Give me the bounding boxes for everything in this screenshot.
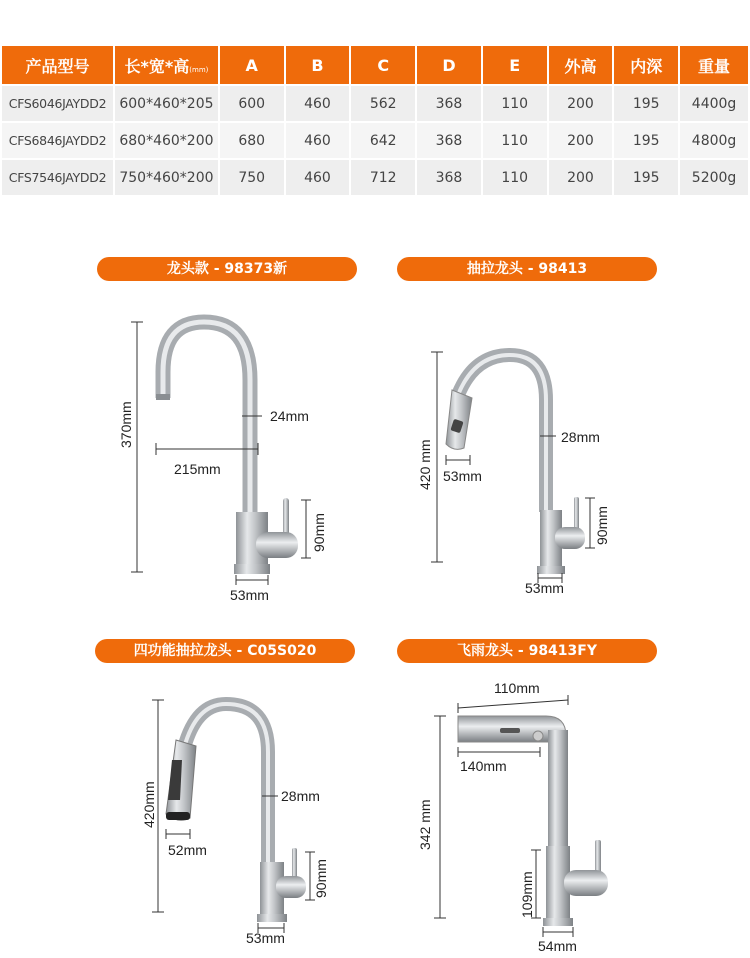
- cell: 642: [351, 123, 415, 158]
- dim-f1-pipe: 24mm: [270, 408, 309, 424]
- header-weight: 重量: [680, 46, 748, 84]
- header-outer-height: 外高: [549, 46, 613, 84]
- dim-f2-pipe: 28mm: [561, 429, 600, 445]
- cell: 195: [614, 86, 678, 121]
- dim-f3-pipe: 28mm: [281, 788, 320, 804]
- faucet-title-2: 抽拉龙头 - 98413: [397, 257, 657, 281]
- dim-f2-handle: 90mm: [594, 506, 610, 545]
- cell: 680: [220, 123, 284, 158]
- dim-f3-height: 420mm: [141, 781, 157, 828]
- faucet-title-4: 飞雨龙头 - 98413FY: [397, 639, 657, 663]
- cell: 200: [549, 160, 613, 195]
- cell: 460: [286, 86, 350, 121]
- cell: 200: [549, 123, 613, 158]
- cell: 195: [614, 123, 678, 158]
- cell: 368: [417, 123, 481, 158]
- header-c: C: [351, 46, 415, 84]
- cell: 600*460*205: [115, 86, 218, 121]
- cell: 368: [417, 86, 481, 121]
- faucet-1-drawing: [131, 322, 311, 585]
- cell: 110: [483, 123, 547, 158]
- dim-f1-height: 370mm: [118, 401, 134, 448]
- cell: 460: [286, 123, 350, 158]
- cell: 4800g: [680, 123, 748, 158]
- cell: 460: [286, 160, 350, 195]
- faucet-1-spout: [163, 322, 250, 515]
- cell: 4400g: [680, 86, 748, 121]
- cell: 750*460*200: [115, 160, 218, 195]
- dim-f4-top: 110mm: [494, 680, 540, 696]
- dim-f2-head: 53mm: [443, 468, 482, 484]
- dim-f1-base: 53mm: [230, 587, 269, 603]
- dim-f4-height: 342 mm: [417, 799, 433, 850]
- header-a: A: [220, 46, 284, 84]
- cell: CFS6846JAYDD2: [2, 123, 113, 158]
- cell: 110: [483, 86, 547, 121]
- dim-f4-handle: 109mm: [519, 871, 535, 918]
- header-d: D: [417, 46, 481, 84]
- cell: 600: [220, 86, 284, 121]
- header-e: E: [483, 46, 547, 84]
- dim-f3-base: 53mm: [246, 930, 285, 946]
- header-size: 长*宽*高(mm): [115, 46, 218, 84]
- cell: CFS6046JAYDD2: [2, 86, 113, 121]
- cell: 200: [549, 86, 613, 121]
- cell: 5200g: [680, 160, 748, 195]
- cell: 750: [220, 160, 284, 195]
- cell: 110: [483, 160, 547, 195]
- dim-f3-handle: 90mm: [313, 859, 329, 898]
- faucet-title-3: 四功能抽拉龙头 - C05S020: [95, 639, 355, 663]
- cell: 368: [417, 160, 481, 195]
- faucet-2-head: [446, 390, 472, 449]
- dim-f1-handle: 90mm: [311, 513, 327, 552]
- dim-f1-reach: 215mm: [174, 461, 221, 477]
- faucet-2-spout: [458, 355, 546, 512]
- cell: 195: [614, 160, 678, 195]
- dim-f3-head: 52mm: [168, 842, 207, 858]
- dim-f4-base: 54mm: [538, 938, 577, 954]
- faucet-title-1: 龙头款 - 98373新: [97, 257, 357, 281]
- cell: 712: [351, 160, 415, 195]
- cell: 562: [351, 86, 415, 121]
- dim-f4-spout: 140mm: [460, 758, 507, 774]
- cell: 680*460*200: [115, 123, 218, 158]
- faucet-4-column: [548, 730, 568, 848]
- header-model: 产品型号: [2, 46, 113, 84]
- header-inner-depth: 内深: [614, 46, 678, 84]
- faucet-3-drawing: [152, 700, 315, 933]
- dim-f2-height: 420 mm: [417, 439, 433, 490]
- header-b: B: [286, 46, 350, 84]
- dim-f2-base: 53mm: [525, 580, 564, 596]
- cell: CFS7546JAYDD2: [2, 160, 113, 195]
